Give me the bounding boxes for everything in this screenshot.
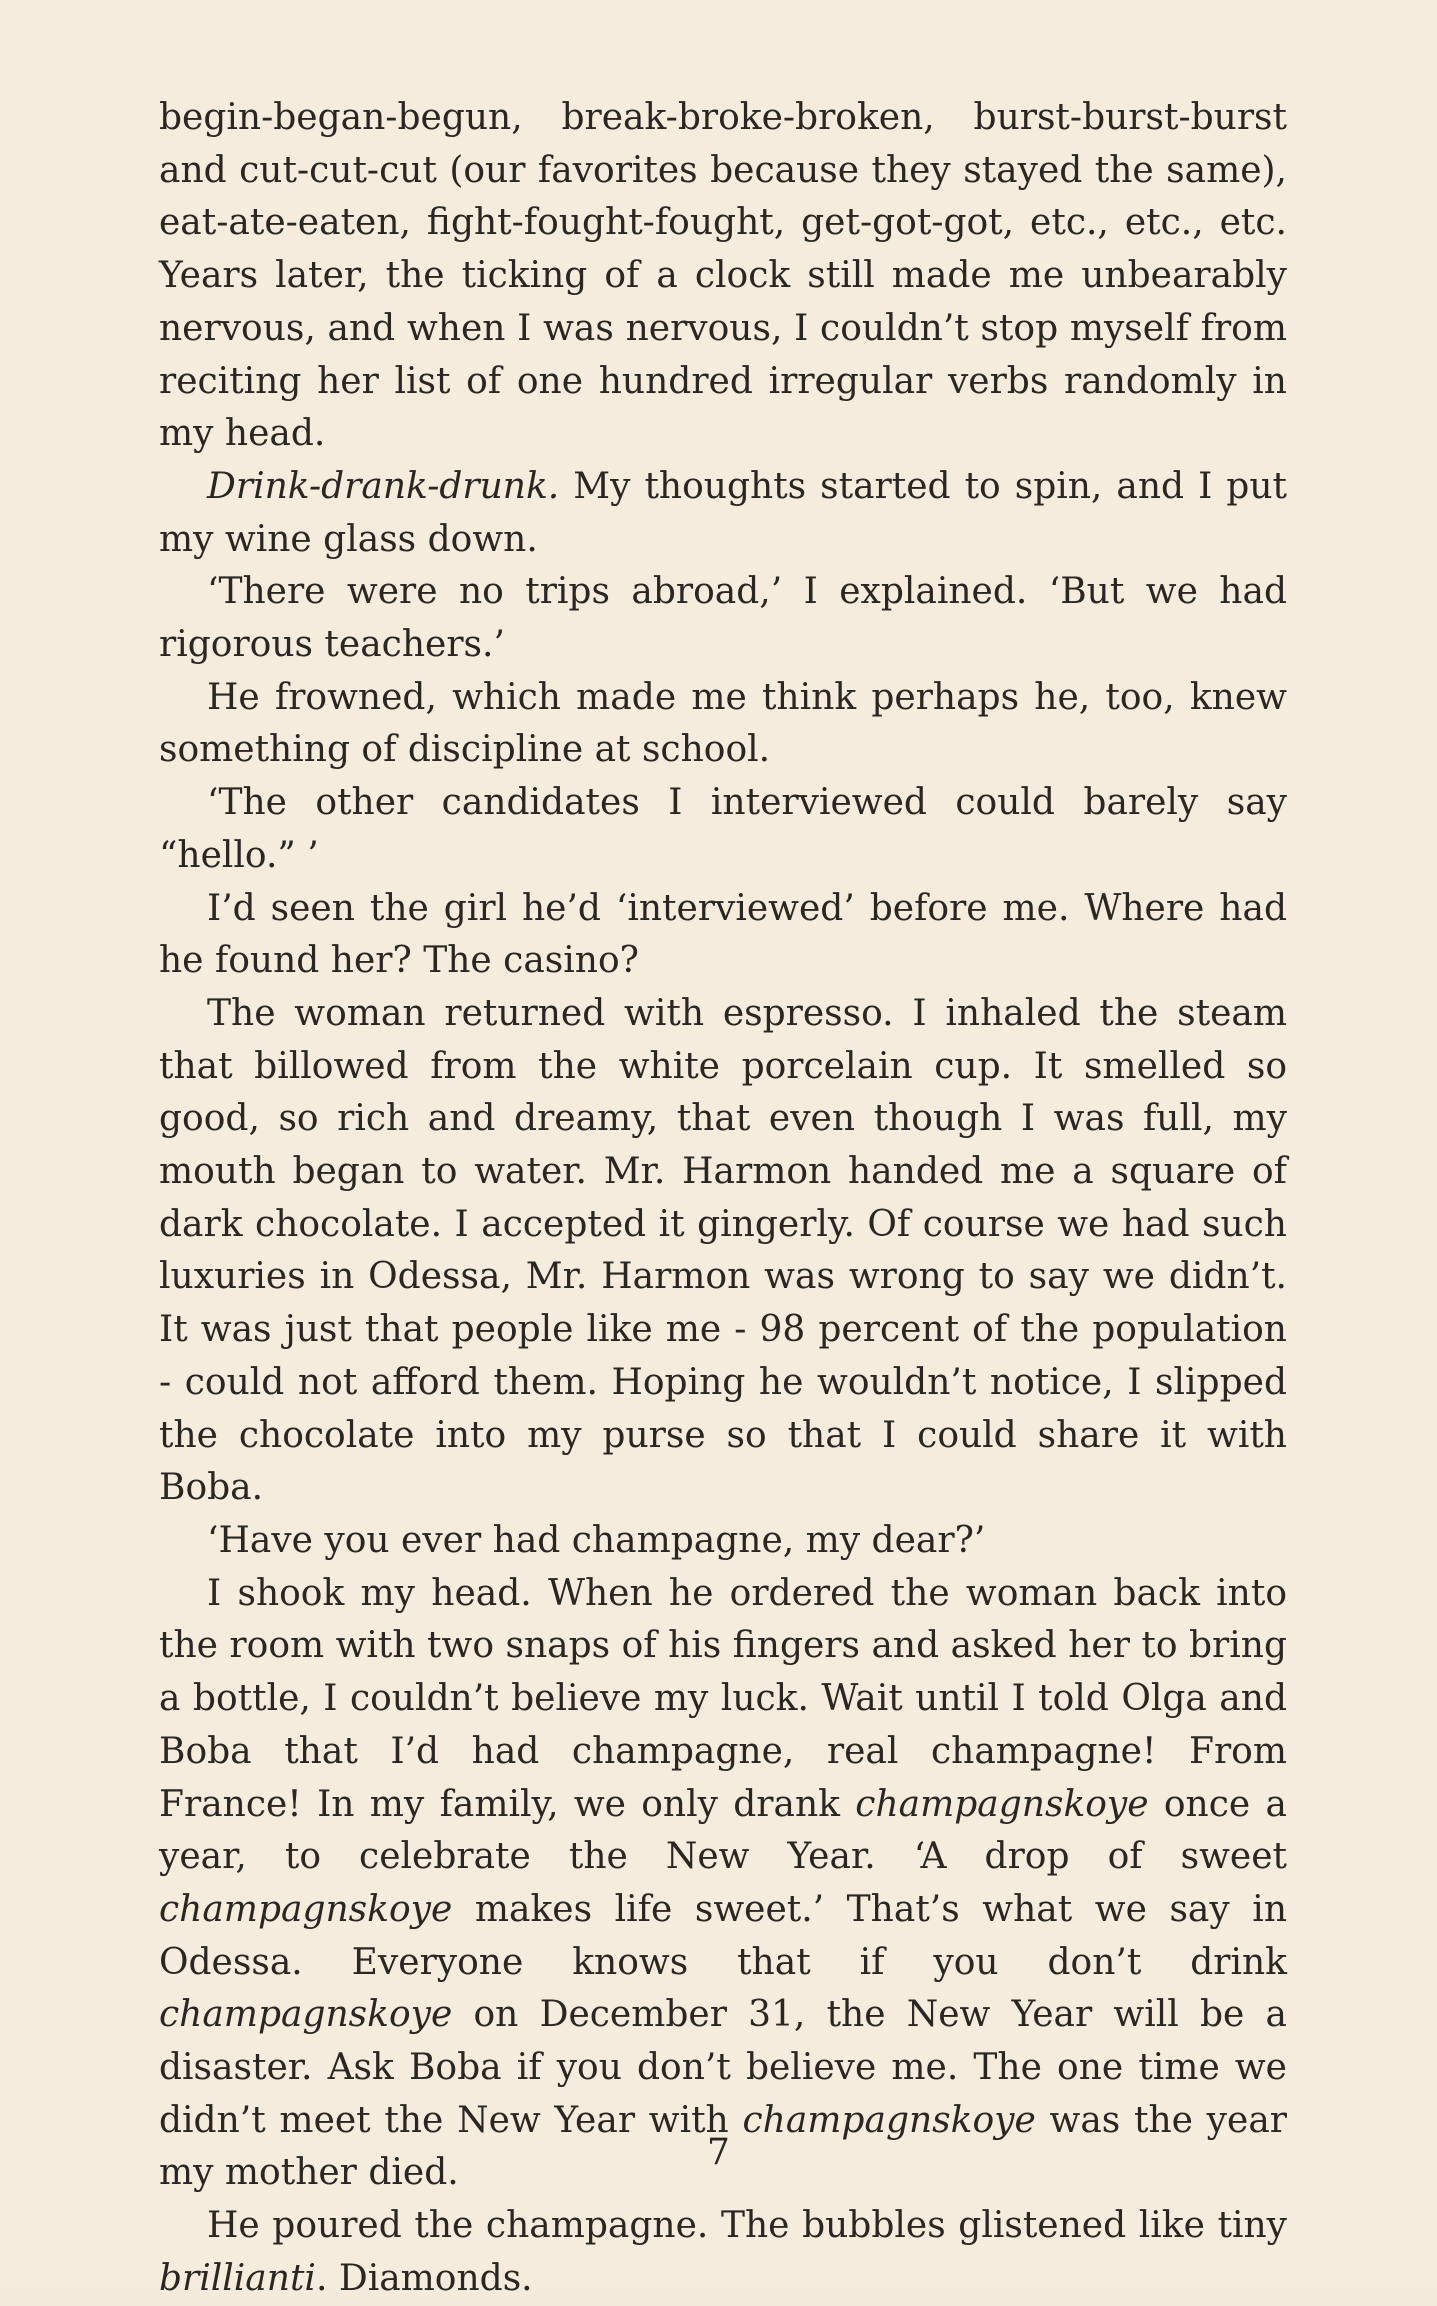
paragraph (159, 1568, 1287, 2200)
text-run: I’d seen the girl he’d ‘interviewed’ before me. Where had he found her? The casino? (159, 887, 1287, 982)
italic-text: brillianti (159, 2257, 316, 2299)
paragraph (159, 92, 1287, 461)
text-run: He frowned, which made me think perhaps he, too, knew something of discipline at school. (159, 676, 1287, 771)
text-run: ‘There were no trips abroad,’ I explained. ‘But we had rigorous teachers.’ (159, 571, 1287, 666)
text-run: My thoughts started to spin, and I put my wine glass down. (159, 465, 1287, 560)
italic-text: champagnskoye (855, 1783, 1149, 1825)
paragraph (159, 2200, 1287, 2305)
text-run: The woman returned with espresso. I inhaled the steam that billowed from the white porcelain cup. It smelled so good, so rich and dreamy, that even though I was full, my mouth began to water. Mr. Harmon handed me a square of dark chocolate. I accepted it gingerly. Of course we had such luxuries in Odessa, Mr. Harmon was wrong to say we didn’t. It was just that people like me - 98 percent of the population - could not afford them. Hoping he wouldn’t notice, I slipped the chocolate into my purse so that I could share it with Boba. (159, 992, 1287, 1509)
paragraph (159, 566, 1287, 671)
text-run: I shook my head. When he ordered the woman back into the room with two snaps of his fingers and asked her to bring a bottle, I couldn’t believe my luck. Wait until I told Olga and Boba that I’d had champagne, real champagne! From France! In my family, we only drank (159, 1572, 1287, 1825)
italic-text: champagnskoye (159, 1888, 453, 1930)
page-number: 7 (707, 2132, 730, 2173)
text-run: begin-began-begun, break-broke-broken, burst-burst-burst and cut-cut-cut (our favorites because they stayed the same), eat-ate-eaten, fight-fought-fought, get-got-got, etc., etc., etc. Years later, the ticking of a clock still made me unbearably nervous, and when I was nervous, I couldn’t stop myself from reciting her list of one hundred irregular verbs randomly in my head. (159, 97, 1287, 455)
paragraph (159, 883, 1287, 988)
text-run: ‘Have you ever had champagne, my dear?’ (207, 1519, 986, 1561)
text-run: He poured the champagne. The bubbles glistened like tiny (207, 2205, 1287, 2247)
text-run: was the year my mother died. (159, 2099, 1287, 2194)
body-text (159, 92, 1287, 2306)
text-run: once a year, to celebrate the New Year. ‘A drop of sweet (159, 1783, 1287, 1878)
italic-text: champagnskoye (742, 2099, 1036, 2141)
paragraph (159, 461, 1287, 566)
paragraph (159, 1515, 1287, 1568)
paragraph (159, 777, 1287, 882)
text-run: on December 31, the New Year will be a disaster. Ask Boba if you don’t believe me. The one time we didn’t meet the New Year with (159, 1994, 1287, 2141)
italic-text: champagnskoye (159, 1994, 453, 2036)
paragraph (159, 988, 1287, 1515)
text-run: ‘The other candidates I interviewed could barely say “hello.” ’ (159, 782, 1287, 876)
italic-text: Drink-drank-drunk. (207, 465, 560, 507)
paragraph (159, 672, 1287, 777)
text-run: . Diamonds. (315, 2257, 533, 2299)
text-run: makes life sweet.’ That’s what we say in Odessa. Everyone knows that if you don’t drink (159, 1888, 1287, 1983)
